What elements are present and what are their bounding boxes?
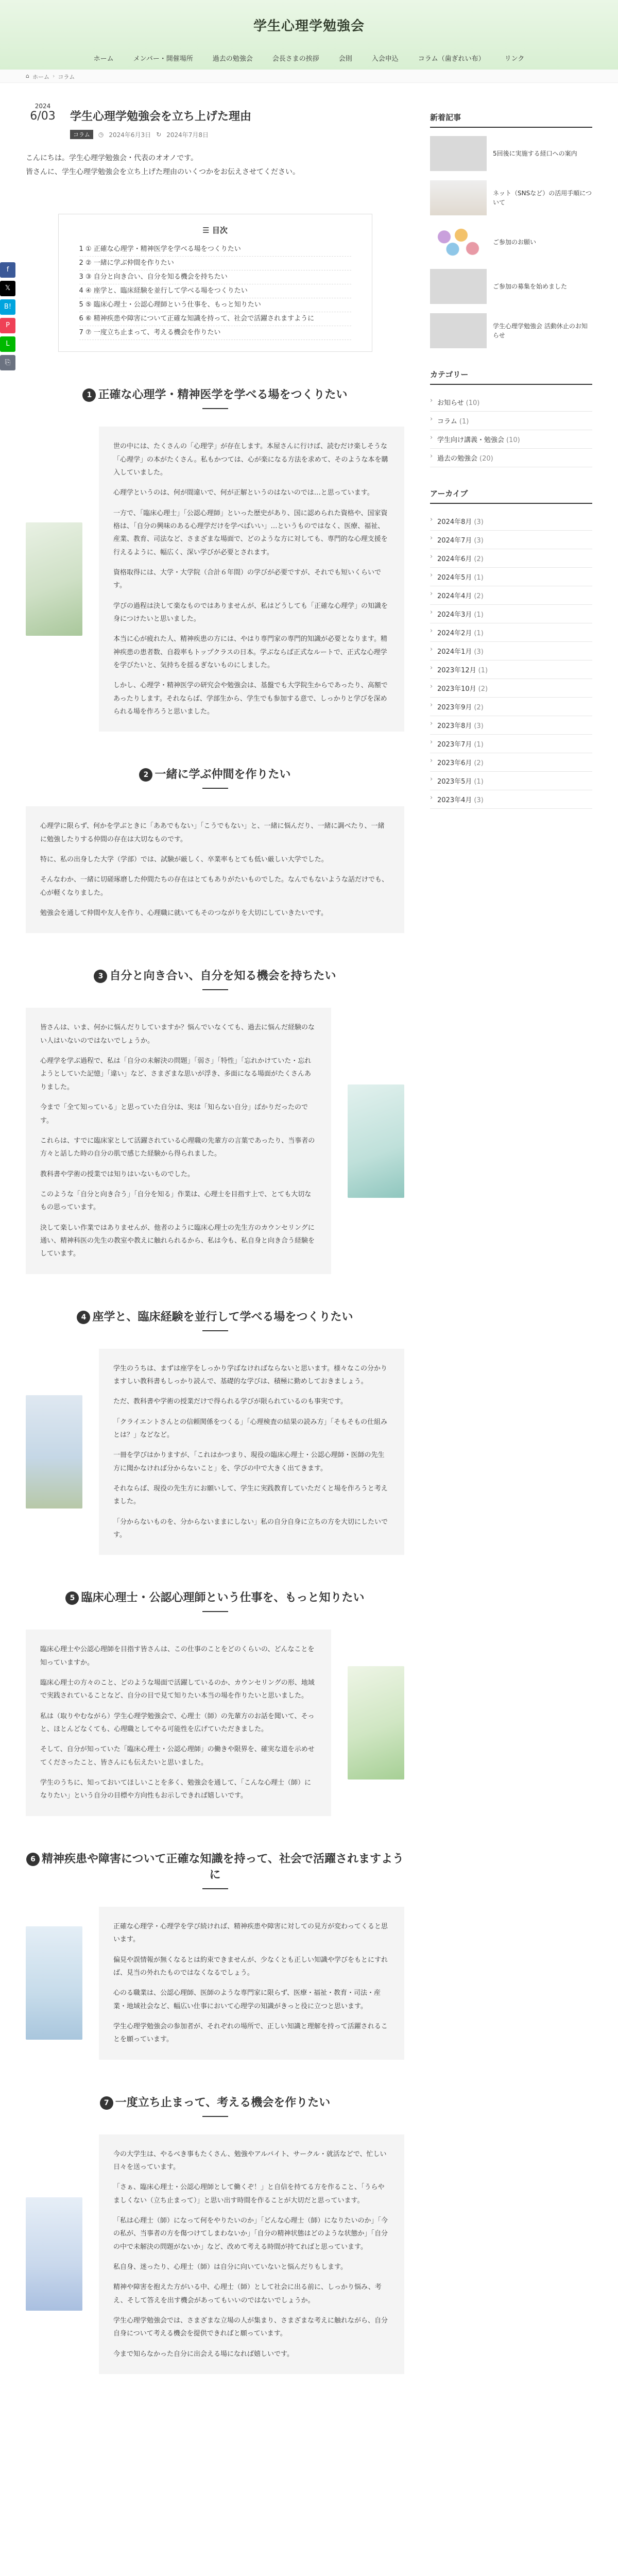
category-widget bbox=[430, 369, 592, 467]
post-header bbox=[26, 103, 404, 139]
paragraph: 臨床心理士の方々のこと、どのような場面で活躍しているのか、カウンセリングの形、地域で実践されていることなど、自分の目で見て知りたい本当の場を作りたいと思いました。 bbox=[40, 1679, 315, 1700]
nav-links[interactable]: リンク bbox=[504, 55, 525, 63]
paragraph: 正確な心理学・心理学を学び続ければ、精神疾患や障害に対しての見方が変わってくると思います。 bbox=[113, 1922, 388, 1944]
archive-item[interactable] bbox=[430, 660, 592, 679]
section-title: 正確な心理学・精神医学を学べる場をつくりたい bbox=[98, 388, 348, 402]
paragraph: 学生心理学勉強会の参加者が、それぞれの場所で、正しい知識と理解を持って活躍されることを願っています。 bbox=[113, 2022, 388, 2044]
category-item-count: (10) bbox=[466, 399, 480, 407]
archive-item-count: (3) bbox=[474, 518, 484, 526]
table-of-contents bbox=[58, 214, 372, 352]
archive-item-count: (2) bbox=[474, 759, 484, 767]
archive-item-count: (2) bbox=[474, 592, 484, 600]
archive-item[interactable] bbox=[430, 605, 592, 623]
updated-date: 2024年7月8日 bbox=[166, 131, 209, 139]
archive-item[interactable] bbox=[430, 679, 592, 698]
archive-item-label[interactable]: 2023年4月 bbox=[437, 796, 472, 804]
archive-item[interactable] bbox=[430, 623, 592, 642]
paragraph: 一方で、「臨床心理士」「公認心理師」といった歴史があり、国に認められた資格や、国家資格は、「自分の興味のある心理学だけを学べばいい」…というものではなく、医療、福祉、産業、教育、司法など、さまざまな場面で、どのような方に対しても、専門的な心理支援を行えるように、幅広く、深い学びが必要とされます。 bbox=[113, 509, 388, 556]
archive-item-label[interactable]: 2024年3月 bbox=[437, 611, 472, 619]
category-item-count: (20) bbox=[479, 455, 493, 463]
section-body bbox=[26, 1630, 404, 1816]
section-title: 座学と、臨床経験を並行して学べる場をつくりたい bbox=[92, 1310, 353, 1324]
category-item-count: (10) bbox=[506, 436, 520, 444]
archive-item-label[interactable]: 2024年6月 bbox=[437, 555, 472, 563]
archive-item[interactable] bbox=[430, 642, 592, 660]
archive-item-count: (2) bbox=[474, 704, 484, 711]
paragraph: 今の大学生は、やるべき事もたくさん、勉強やアルバイト、サークル・就活などで、忙しい日々を送っています。 bbox=[113, 2150, 387, 2171]
category-title: カテゴリー bbox=[430, 369, 592, 385]
toc-item[interactable]: 2 ② 一緒に学ぶ仲間を作りたい bbox=[79, 257, 351, 270]
intro-line: こんにちは。学生心理学勉強会・代表のオオノです。 bbox=[26, 154, 198, 162]
recent-post-title[interactable]: ネット（SNSなど）の活用手順について bbox=[493, 190, 592, 206]
category-item-label[interactable]: 学生向け講義・勉強会 bbox=[437, 436, 505, 444]
archive-item-count: (2) bbox=[478, 685, 488, 693]
section-title: 精神疾患や障害について正確な知識を持って、社会で活躍されますように bbox=[41, 1852, 404, 1882]
section-image bbox=[348, 1666, 404, 1780]
recent-post[interactable] bbox=[430, 180, 592, 215]
paragraph: 学びの過程は決して楽なものではありませんが、私はどうしても「正確な心理学」の知識を身につけたいと思いました。 bbox=[113, 602, 388, 623]
archive-item[interactable] bbox=[430, 512, 592, 531]
section-heading bbox=[26, 386, 404, 409]
paragraph: 一冊を学びはかりますが、「これはかつまり、現役の臨床心理士・公認心理師・医師の先生方に聞かなければ分からないこと」を、学びの中で大きく出てきます。 bbox=[113, 1451, 385, 1472]
archive-item[interactable] bbox=[430, 568, 592, 586]
list-icon: ☰ bbox=[202, 226, 212, 235]
section-number: 7 bbox=[100, 2096, 113, 2110]
archive-item[interactable] bbox=[430, 772, 592, 790]
archive-item-count: (1) bbox=[474, 611, 484, 619]
recent-post-title[interactable]: ご参加の募集を始めました bbox=[493, 283, 568, 290]
section-image bbox=[26, 2197, 82, 2311]
archive-item[interactable] bbox=[430, 698, 592, 716]
section-title: 一度立ち止まって、考える機会を作りたい bbox=[115, 2096, 331, 2109]
paragraph: 私は（取りやむながら）学生心理学勉強会で、心理士（師）の先輩方のお話を聞いて、そっと、ほとんどなくても、心理職としてやる可能性を広げていただきました。 bbox=[40, 1712, 315, 1734]
recent-post-title[interactable]: 5回後に実施する経口への案内 bbox=[493, 150, 577, 157]
recent-post-thumbnail bbox=[430, 269, 487, 304]
section-heading bbox=[26, 1308, 404, 1331]
category-item-count: (1) bbox=[459, 418, 469, 426]
recent-post[interactable] bbox=[430, 225, 592, 260]
section-number: 3 bbox=[94, 970, 107, 983]
archive-item-count: (1) bbox=[474, 574, 484, 582]
section-text bbox=[99, 2134, 404, 2374]
recent-post[interactable] bbox=[430, 136, 592, 171]
section-heading bbox=[26, 1850, 404, 1889]
section-heading bbox=[26, 967, 404, 990]
paragraph: 今まで知らなかった自分に出会える場になれば嬉しいです。 bbox=[113, 2350, 294, 2358]
category-item[interactable] bbox=[430, 449, 592, 467]
nav-past-sessions[interactable]: 過去の勉強会 bbox=[212, 55, 253, 63]
toc-item[interactable]: 6 ⑥ 精神疾患や障害について正確な知識を持って、社会で活躍されますように bbox=[79, 312, 351, 326]
paragraph: 皆さんは、いま、何かに悩んだりしていますか？悩んでいなくても、過去に悩んだ経験のない人はいないのではないでしょうか。 bbox=[40, 1024, 315, 1045]
post-monthday: 6/03 bbox=[30, 110, 56, 123]
recent-post[interactable] bbox=[430, 269, 592, 304]
archive-item-label[interactable]: 2023年12月 bbox=[437, 667, 476, 674]
section-heading bbox=[26, 1589, 404, 1612]
archive-item-label[interactable]: 2024年8月 bbox=[437, 518, 472, 526]
archive-item-count: (1) bbox=[478, 667, 488, 674]
section-number: 1 bbox=[82, 388, 96, 402]
section-number: 6 bbox=[26, 1853, 40, 1866]
section-title: 臨床心理士・公認心理師という仕事を、もっと知りたい bbox=[81, 1591, 365, 1605]
category-list bbox=[430, 393, 592, 467]
category-item-label[interactable]: お知らせ bbox=[437, 399, 464, 407]
section-image bbox=[26, 1395, 82, 1509]
section-text bbox=[26, 1630, 331, 1816]
archive-item-count: (1) bbox=[474, 630, 484, 637]
archive-item-count: (3) bbox=[474, 796, 484, 804]
archive-item-label[interactable]: 2023年10月 bbox=[437, 685, 476, 693]
clock-icon: ◷ bbox=[98, 131, 104, 138]
toc-item[interactable]: 3 ③ 自分と向き合い、自分を知る機会を持ちたい bbox=[79, 270, 351, 284]
category-item-label[interactable]: コラム bbox=[437, 418, 457, 426]
archive-item[interactable] bbox=[430, 586, 592, 605]
nav-members[interactable]: メンバー・開催場所 bbox=[133, 55, 193, 63]
post-title: 学生心理学勉強会を立ち上げた理由 bbox=[70, 110, 252, 123]
paragraph: 教科書や学術の授業では知りはいないものでした。 bbox=[40, 1170, 195, 1178]
paragraph: 心理学というのは、何が間違いで、何が正解というのはないのでは…と思っています。 bbox=[113, 489, 374, 497]
global-nav bbox=[0, 53, 618, 63]
section-title: 一緒に学ぶ仲間を作りたい bbox=[154, 768, 291, 782]
paragraph: 「分からないものを、分からないままにしない」私の自分自身に立ちの方を大切にしたいです。 bbox=[113, 1518, 388, 1539]
copy-icon[interactable]: ⎘ bbox=[0, 355, 15, 370]
archive-item-count: (3) bbox=[474, 648, 484, 656]
archive-item-label[interactable]: 2024年7月 bbox=[437, 537, 472, 545]
section-heading bbox=[26, 2094, 404, 2117]
archive-item-label[interactable]: 2023年7月 bbox=[437, 741, 472, 749]
archive-item-label[interactable]: 2023年9月 bbox=[437, 704, 472, 711]
article-sections bbox=[26, 386, 404, 2374]
intro-line: 皆さんに、学生心理学勉強会を立ち上げた理由のいくつかをお伝えさせてください。 bbox=[26, 167, 300, 176]
facebook-icon[interactable]: f bbox=[0, 262, 15, 278]
category-badge[interactable]: コラム bbox=[70, 130, 93, 139]
archive-item-label[interactable]: 2023年8月 bbox=[437, 722, 472, 730]
paragraph: 心のる職業は、公認心理師、医師のような専門家に限らず、医療・福祉・教育・司法・産業・地域社会など、幅広い仕事において心理学の知識がきっと役に立つと思います。 bbox=[113, 1989, 381, 2010]
breadcrumb-separator: › bbox=[52, 73, 55, 79]
section-image bbox=[26, 1926, 82, 2040]
paragraph: 学生のうちに、知っておいてほしいことを多く、勉強会を通して、「こんな心理士（師）になりたい」という自分の目標や方向性もお示しできれば嬉しいです。 bbox=[40, 1779, 311, 1800]
breadcrumb bbox=[0, 70, 618, 83]
article bbox=[26, 83, 404, 2374]
archive-item-label[interactable]: 2024年4月 bbox=[437, 592, 472, 600]
recent-post[interactable] bbox=[430, 313, 592, 348]
category-item[interactable] bbox=[430, 412, 592, 430]
paragraph: 偏見や誤情報が無くなるとは約束できませんが、少なくとも正しい知識や学びをもとにすれば、見当の外れたものではなくなるでしょう。 bbox=[113, 1956, 388, 1977]
section-image bbox=[26, 522, 82, 636]
paragraph: ただ、教科書や学術の授業だけで得られる学びが限られているのも事実です。 bbox=[113, 1398, 347, 1406]
nav-home[interactable]: ホーム bbox=[93, 55, 114, 63]
archive-list bbox=[430, 512, 592, 809]
archive-item-label[interactable]: 2023年5月 bbox=[437, 778, 472, 786]
paragraph: 「さぁ、臨床心理士・公認心理師として働くぞ！」と自信を持てる方を作ること、「うらやましくない（立ち止まって）」と思い出す時間を作ることが大切だと思っています。 bbox=[113, 2183, 385, 2205]
paragraph: 世の中には、たくさんの「心理学」が存在します。本屋さんに行けば、読むだけ楽しそうな「心理学」の本がたくさん。私もかつては、心が楽になる方法を求めて、そのような本を購入していました。 bbox=[113, 443, 388, 477]
paragraph: 心理学を学ぶ過程で、私は「自分の未解決の問題」「弱さ」「特性」「忘れかけていた・忘れようとしていた記憶」「違い」など、さまざまな思いが浮き、多面になる場面がたくさんありました。 bbox=[40, 1057, 312, 1091]
site-header bbox=[0, 0, 618, 70]
post-year: 2024 bbox=[35, 103, 51, 110]
paragraph: 精神や障害を抱えた方がいる中、心理士（師）として社会に出る前に、しっかり悩み、考え、そして答えを出す機会があってもいいのではないでしょうか。 bbox=[113, 2283, 382, 2304]
archive-item[interactable] bbox=[430, 735, 592, 753]
hatena-icon[interactable]: B! bbox=[0, 299, 15, 315]
archive-item-count: (1) bbox=[474, 778, 484, 786]
archive-item[interactable] bbox=[430, 531, 592, 549]
paragraph: 私自身、迷ったり、心理士（師）は自分に向いていないと悩んだりもします。 bbox=[113, 2263, 347, 2271]
category-item-label[interactable]: 過去の勉強会 bbox=[437, 455, 478, 463]
archive-item[interactable] bbox=[430, 549, 592, 568]
archive-item-count: (3) bbox=[474, 722, 484, 730]
paragraph: それならば、現役の先生方にお願いして、学生に実践教育していただくと場を作ろうと考えました。 bbox=[113, 1485, 388, 1506]
paragraph: しかし、心理学・精神医学の研究会や勉強会は、基盤でも大学院生からであったり、高額であったりします。それならば、学部生から、学生でも参加する意で、しっかりと学びを深められる場を作ろうと思いました。 bbox=[113, 682, 388, 716]
section-heading bbox=[26, 766, 404, 789]
section-number: 4 bbox=[77, 1311, 90, 1324]
category-item[interactable] bbox=[430, 430, 592, 449]
archive-item[interactable] bbox=[430, 790, 592, 809]
paragraph: 資格取得には、大学・大学院（合計６年間）の学びが必要ですが、それでも短いくらいです。 bbox=[113, 568, 382, 590]
paragraph: 学生心理学勉強会では、さまざまな立場の人が集まり、さまざまな考えに触れながら、自分自身について考える機会を提供できればと願っています。 bbox=[113, 2317, 388, 2338]
post-date bbox=[26, 103, 60, 123]
recent-post-thumbnail bbox=[430, 136, 487, 171]
section-text bbox=[99, 427, 404, 732]
paragraph: そんなわか、一緒に切磋琢磨した仲間たちの存在はとてもありがたいものでした。なんでもないような話だけでも、心が軽くなりました。 bbox=[40, 876, 389, 897]
sidebar bbox=[430, 83, 592, 2374]
toc-item[interactable]: 4 ④ 座学と、臨床経験を並行して学べる場をつくりたい bbox=[79, 284, 351, 298]
nav-rules[interactable]: 会則 bbox=[338, 55, 352, 63]
section-body bbox=[26, 2134, 404, 2374]
share-rail bbox=[0, 262, 15, 374]
post-meta bbox=[70, 130, 251, 139]
paragraph: このような「自分と向き合う」「自分を知る」作業は、心理士を目指す上で、とても大切なもの思っています。 bbox=[40, 1190, 312, 1212]
breadcrumb-category[interactable]: コラム bbox=[58, 74, 75, 80]
section-body bbox=[26, 427, 404, 732]
paragraph: 「私は心理士（師）になって何をやりたいのか」「どんな心理士（師）になりたいのか」「今の私が、当事者の方を傷つけてしまわないか」「自分の精神状態はどのような状態か」「自分の中で未解決の問題がないか」など、改めて考える時間が持てればと思っています。 bbox=[113, 2216, 388, 2251]
paragraph: 今まで「全て知っている」と思っていた自分は、実は「知らない自分」ばかりだったのです。 bbox=[40, 1104, 308, 1125]
archive-item-count: (1) bbox=[474, 741, 484, 749]
archive-item-label[interactable]: 2024年1月 bbox=[437, 648, 472, 656]
section-text bbox=[99, 1907, 404, 2060]
archive-item-label[interactable]: 2023年6月 bbox=[437, 759, 472, 767]
pocket-icon[interactable]: P bbox=[0, 318, 15, 333]
paragraph: 決して楽しい作業ではありませんが、他者のように臨床心理士の先生方のカウンセリングに通い、精神科医の先生の教室や教えに触れられるから、私は今も、私自身と向き合う経験をしています。 bbox=[40, 1224, 315, 1258]
section-body bbox=[26, 1008, 404, 1274]
archive-item-label[interactable]: 2024年2月 bbox=[437, 630, 472, 637]
site-title[interactable]: 学生心理学勉強会 bbox=[253, 19, 365, 34]
section-title: 自分と向き合い、自分を知る機会を持ちたい bbox=[109, 970, 336, 983]
toc-item[interactable]: 1 ① 正確な心理学・精神医学を学べる場をつくりたい bbox=[79, 243, 351, 257]
section-body bbox=[26, 806, 404, 933]
paragraph: 本当に心が疲れた人、精神疾患の方には、やはり専門家の専門的知識が必要となります。精神疾患の患者数、自殺率もトップクラスの日本。学ぶならば正式なルートで、正式な心理学を学びたいと、気持ちを揺るぎないものにしました。 bbox=[113, 635, 387, 669]
archive-item-count: (2) bbox=[474, 555, 484, 563]
paragraph: 学生のうちは、まずは座学をしっかり学ばなければならないと思います。様々なこの分かりますしい教科書もしっかり読んで、基礎的な学びは、積極に勤めしておきましょう。 bbox=[113, 1364, 387, 1385]
archive-item[interactable] bbox=[430, 753, 592, 772]
toc-item[interactable]: 5 ⑤ 臨床心理士・公認心理師という仕事を、もっと知りたい bbox=[79, 298, 351, 312]
x-icon[interactable]: 𝕏 bbox=[0, 281, 15, 296]
archive-title: アーカイブ bbox=[430, 488, 592, 504]
recent-posts-title: 新着記事 bbox=[430, 112, 592, 128]
paragraph: そして、自分が知っていた「臨床心理士・公認心理師」の働きや限界を、確実な道を示めせてくださったこと、皆さんにも伝えたいと思いました。 bbox=[40, 1745, 315, 1767]
home-icon: ⌂ bbox=[26, 73, 29, 79]
nav-greeting[interactable]: 会長さまの挨拶 bbox=[272, 55, 319, 63]
recent-post-thumbnail bbox=[430, 225, 487, 260]
category-item[interactable] bbox=[430, 393, 592, 412]
recent-post-title[interactable]: 学生心理学勉強会 活動休止のお知らせ bbox=[493, 323, 588, 339]
post-intro bbox=[26, 151, 404, 179]
content-wrap bbox=[4, 83, 592, 2374]
paragraph: これらは、すでに臨床家として活躍されている心理職の先輩方の言葉であったり、当事者の方々と話した時の自分の肌で感じた経験から得られました。 bbox=[40, 1137, 315, 1158]
paragraph: 勉強会を通して仲間や友人を作り、心理職に就いてもそのつながりを大切にしていきたいです。 bbox=[40, 909, 328, 918]
nav-column[interactable]: コラム（歯ぎれい布） bbox=[418, 55, 485, 63]
recent-post-thumbnail bbox=[430, 313, 487, 348]
recent-posts-widget bbox=[430, 112, 592, 348]
line-icon[interactable]: L bbox=[0, 336, 15, 352]
toc-list bbox=[79, 243, 351, 340]
section-number: 5 bbox=[65, 1591, 79, 1605]
section-text bbox=[99, 1349, 404, 1555]
toc-item[interactable]: 7 ⑦ 一度立ち止まって、考える機会を作りたい bbox=[79, 326, 351, 340]
recent-post-thumbnail bbox=[430, 180, 487, 215]
section-number: 2 bbox=[139, 768, 152, 782]
recent-post-title[interactable]: ご参加のお願い bbox=[493, 239, 537, 246]
paragraph: 臨床心理士や公認心理師を目指す皆さんは、この仕事のことをどのくらいの、どんなことを知っていますか。 bbox=[40, 1646, 315, 1667]
archive-item[interactable] bbox=[430, 716, 592, 735]
breadcrumb-home[interactable]: ホーム bbox=[32, 74, 49, 80]
section-text bbox=[26, 806, 404, 933]
refresh-icon: ↻ bbox=[156, 131, 162, 138]
archive-item-count: (3) bbox=[474, 537, 484, 545]
section-body bbox=[26, 1907, 404, 2060]
posted-date: 2024年6月3日 bbox=[109, 131, 151, 139]
toc-title: ☰ 目次 bbox=[202, 226, 228, 235]
paragraph: 特に、私の出身した大学（学部）では、試験が厳しく、卒業率もとても低い厳しい大学でした。 bbox=[40, 856, 328, 864]
archive-item-label[interactable]: 2024年5月 bbox=[437, 574, 472, 582]
archive-widget bbox=[430, 488, 592, 809]
section-text bbox=[26, 1008, 331, 1274]
section-body bbox=[26, 1349, 404, 1555]
paragraph: 「クライエントさんとの信頼関係をつくる」「心理検査の結果の読み方」「そもそもの仕組みとは？」などなど。 bbox=[113, 1418, 388, 1439]
section-image bbox=[348, 1084, 404, 1198]
paragraph: 心理学に限らず、何かを学ぶときに「ああでもない」「こうでもない」と、一緒に悩んだり、一緒に調べたり、一緒に勉強したりする仲間の存在は大切なものです。 bbox=[40, 822, 385, 843]
nav-apply[interactable]: 入会申込 bbox=[371, 55, 399, 63]
